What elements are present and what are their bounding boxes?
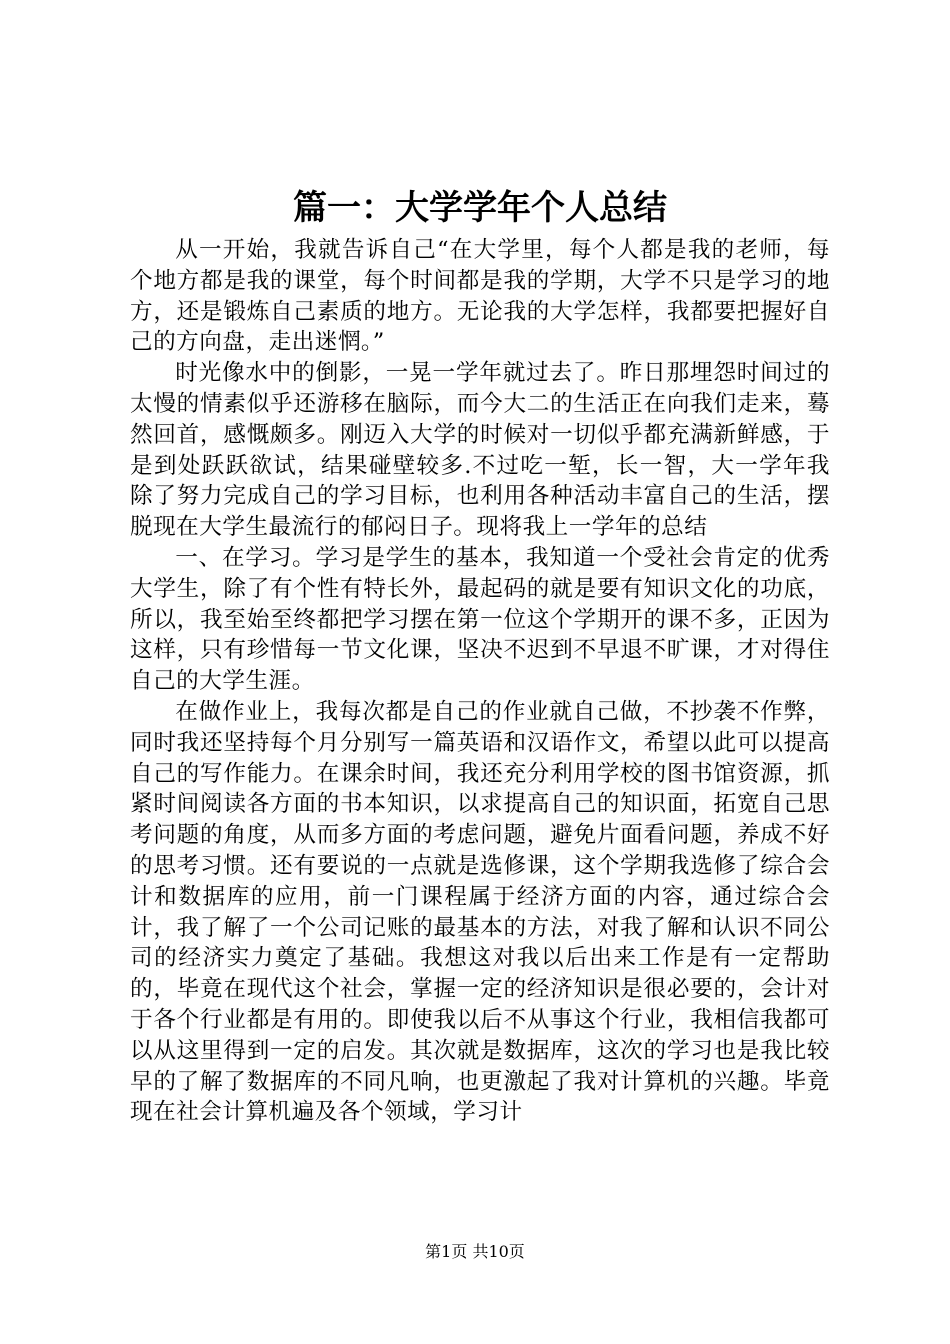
paragraph-1: 从一开始，我就告诉自己“在大学里，每个人都是我的老师，每个地方都是我的课堂，每个时间都是我的学期，大学不只是学习的地方，还是锻炼自己素质的地方。无论我的大学怎样，我都要把握好自己的方向盘，走出迷惘。” — [130, 237, 830, 356]
paragraph-4: 在做作业上，我每次都是自己的作业就自己做，不抄袭不作弊，同时我还坚持每个月分别写一篇英语和汉语作文，希望以此可以提高自己的写作能力。在课余时间，我还充分利用学校的图书馆资源，抓紧时间阅读各方面的书本知识，以求提高自己的知识面，拓宽自己思考问题的角度，从而多方面的考虑问题，避免片面看问题，养成不好的思考习惯。还有要说的一点就是选修课，这个学期我选修了综合会计和数据库的应用，前一门课程属于经济方面的内容，通过综合会计，我了解了一个公司记账的最基本的方法，对我了解和认识不同公司的经济实力奠定了基础。我想这对我以后出来工作是有一定帮助的，毕竟在现代这个社会，掌握一定的经济知识是很必要的，会计对于各个行业都是有用的。即使我以后不从事这个行业，我相信我都可以从这里得到一定的启发。其次就是数据库，这次的学习也是我比较早的了解了数据库的不同凡响，也更激起了我对计算机的兴趣。毕竟现在社会计算机遍及各个领域，学习计 — [130, 698, 830, 1126]
paragraph-2: 时光像水中的倒影，一晃一学年就过去了。昨日那埋怨时间过的太慢的情素似乎还游移在脑际，而今大二的生活正在向我们走来，蓦然回首，感慨颇多。刚迈入大学的时候对一切似乎都充满新鲜感，于是到处跃跃欲试，结果碰壁较多.不过吃一堑，长一智，大一学年我除了努力完成自己的学习目标，也利用各种活动丰富自己的生活，摆脱现在大学生最流行的郁闷日子。现将我上一学年的总结 — [130, 360, 830, 541]
document-body — [130, 235, 830, 1128]
page-title: 篇一：大学学年个人总结 — [293, 188, 667, 228]
paragraph-3: 一、在学习。学习是学生的基本，我知道一个受社会肯定的优秀大学生，除了有个性有特长外，最起码的就是要有知识文化的功底，所以，我至始至终都把学习摆在第一位这个学期开的课不多，正因为这样，只有珍惜每一节文化课，坚决不迟到不早退不旷课，才对得住自己的大学生涯。 — [130, 544, 830, 695]
page-footer: 第1页 共10页 — [425, 1242, 525, 1261]
